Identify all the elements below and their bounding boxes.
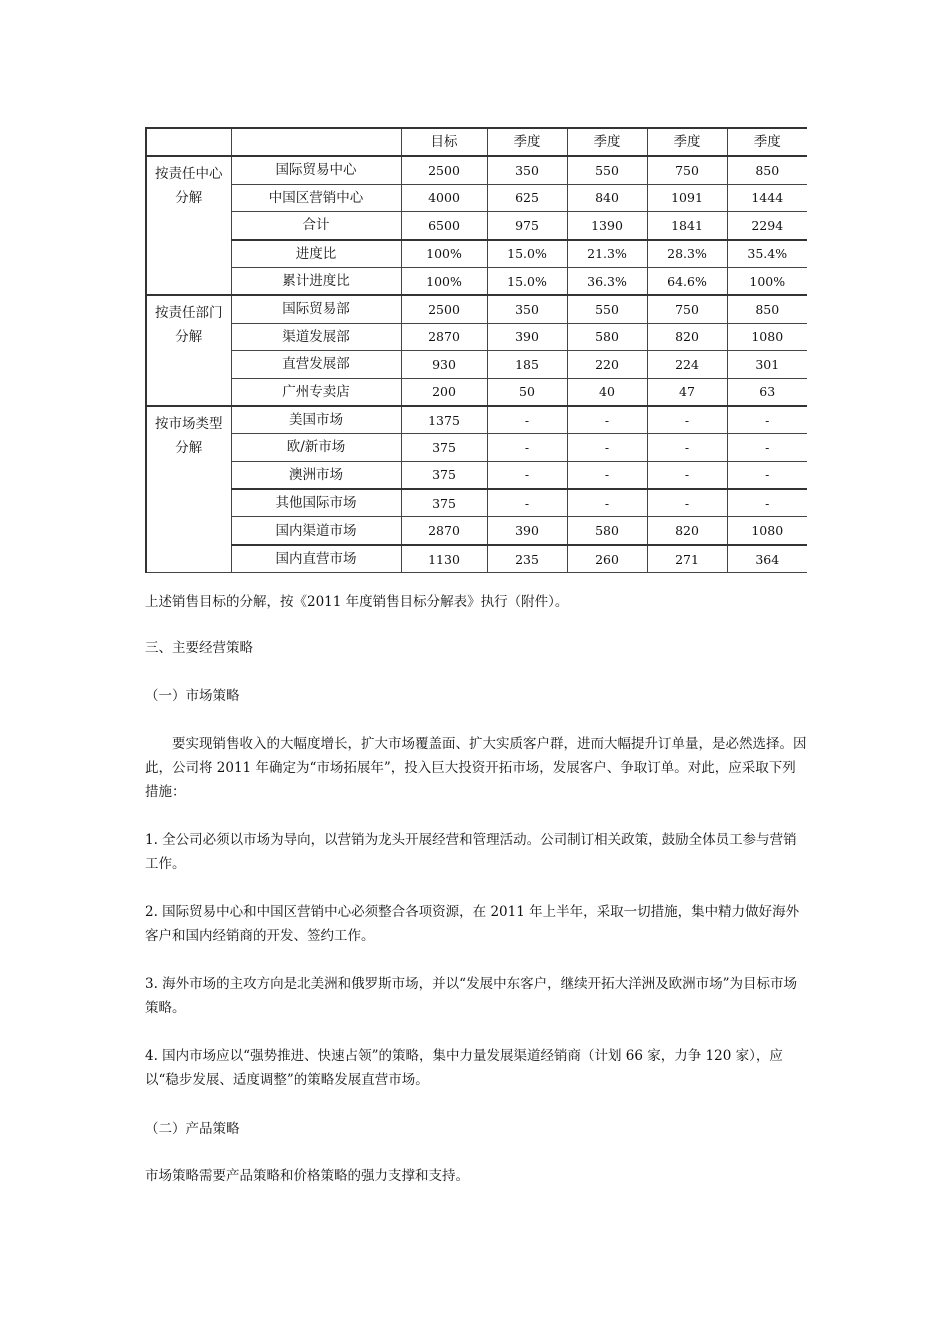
row-label-cell: 渠道发展部 [231,323,401,350]
header-cell [146,128,231,156]
value-cell: 930 [401,351,487,378]
value-cell: 375 [401,461,487,489]
value-cell: - [567,489,647,517]
value-cell: 301 [727,351,807,378]
table-row [146,295,807,323]
value-cell: 364 [727,545,807,573]
header-cell: 目标 [401,128,487,156]
group-label-line1: 按责任中心 [155,166,223,183]
value-cell: 1080 [727,517,807,545]
paragraph-product-strategy: 市场策略需要产品策略和价格策略的强力支撑和支持。 [145,1168,469,1184]
value-cell: 820 [647,323,727,350]
value-cell: - [647,461,727,489]
table-row [146,517,807,545]
value-cell: 350 [487,295,567,323]
value-cell: 36.3% [567,267,647,295]
value-cell: 580 [567,517,647,545]
value-cell: 750 [647,295,727,323]
value-cell: 100% [727,267,807,295]
value-cell: - [487,489,567,517]
value-cell: 35.4% [727,240,807,268]
group-label-line2: 分解 [175,329,203,346]
value-cell: 2870 [401,323,487,350]
group-label-line2: 分解 [175,439,203,456]
value-cell: 2870 [401,517,487,545]
value-cell: 1390 [567,212,647,240]
value-cell: 375 [401,434,487,461]
row-label-cell: 欧/新市场 [231,434,401,461]
row-label-cell: 澳洲市场 [231,461,401,489]
header-cell [231,128,401,156]
value-cell: 2294 [727,212,807,240]
value-cell: 550 [567,295,647,323]
value-cell: 40 [567,378,647,406]
value-cell: 21.3% [567,240,647,268]
table-row [146,489,807,517]
row-label-cell: 中国区营销中心 [231,184,401,211]
value-cell: 235 [487,545,567,573]
value-cell: 2500 [401,295,487,323]
value-cell: 15.0% [487,267,567,295]
value-cell: 625 [487,184,567,211]
row-label-cell: 进度比 [231,240,401,268]
value-cell: - [647,489,727,517]
value-cell: 64.6% [647,267,727,295]
header-cell: 季度 [567,128,647,156]
value-cell: - [727,434,807,461]
header-cell: 季度 [487,128,567,156]
value-cell: 350 [487,156,567,184]
group-label-line2: 分解 [175,190,203,207]
value-cell: 1091 [647,184,727,211]
table-row [146,184,807,211]
value-cell: 850 [727,156,807,184]
table-row [146,351,807,378]
subheading-market-strategy: （一）市场策略 [145,688,240,704]
table-header-row [146,128,807,156]
value-cell: 185 [487,351,567,378]
value-cell: 375 [401,489,487,517]
value-cell: 100% [401,267,487,295]
value-cell: 50 [487,378,567,406]
row-label-cell: 美国市场 [231,406,401,434]
table-row [146,434,807,461]
value-cell: 100% [401,240,487,268]
sales-target-table [145,127,807,573]
value-cell: - [647,406,727,434]
row-label-cell: 国内直营市场 [231,545,401,573]
group-label-cell [146,156,231,295]
value-cell: 975 [487,212,567,240]
value-cell: 390 [487,517,567,545]
value-cell: 750 [647,156,727,184]
value-cell: 47 [647,378,727,406]
value-cell: 6500 [401,212,487,240]
value-cell: 850 [727,295,807,323]
table-body [146,128,807,573]
list-item-4: 4. 国内市场应以“强势推进、快速占领”的策略，集中力量发展渠道经销商（计划 66 家，力争 120 家），应以“稳步发展、适度调整”的策略发展直营市场。 [145,1048,783,1088]
value-cell: 840 [567,184,647,211]
row-label-cell: 广州专卖店 [231,378,401,406]
value-cell: 63 [727,378,807,406]
list-item-2: 2. 国际贸易中心和中国区营销中心必须整合各项资源，在 2011 年上半年，采取一切措施，集中精力做好海外客户和国内经销商的开发、签约工作。 [145,904,800,944]
table-row [146,406,807,434]
table-row [146,240,807,268]
value-cell: - [487,461,567,489]
paragraph-market-strategy: 要实现销售收入的大幅度增长，扩大市场覆盖面、扩大实质客户群，进而大幅提升订单量，是必然选择。因此，公司将 2011 年确定为“市场拓展年”，投入巨大投资开拓市场，发展客户、争取订单。对此，应采取下列措施： [145,736,807,800]
table-row [146,461,807,489]
value-cell: 1375 [401,406,487,434]
row-label-cell: 累计进度比 [231,267,401,295]
group-label-cell [146,295,231,406]
row-label-cell: 直营发展部 [231,351,401,378]
value-cell: 580 [567,323,647,350]
group-label-cell [146,406,231,573]
value-cell: 1130 [401,545,487,573]
row-label-cell: 国际贸易中心 [231,156,401,184]
value-cell: 1080 [727,323,807,350]
value-cell: 28.3% [647,240,727,268]
group-label-line1: 按责任部门 [155,305,223,322]
value-cell: - [727,489,807,517]
table-row [146,545,807,573]
value-cell: 1444 [727,184,807,211]
header-cell: 季度 [727,128,807,156]
value-cell: 4000 [401,184,487,211]
value-cell: 260 [567,545,647,573]
section-heading-strategy: 三、主要经营策略 [145,640,253,656]
value-cell: - [487,406,567,434]
value-cell: - [727,461,807,489]
value-cell: 1841 [647,212,727,240]
value-cell: 550 [567,156,647,184]
row-label-cell: 合计 [231,212,401,240]
table-row [146,323,807,350]
paragraph-target-breakdown: 上述销售目标的分解，按《2011 年度销售目标分解表》执行（附件）。 [145,594,569,610]
row-label-cell: 国内渠道市场 [231,517,401,545]
subheading-product-strategy: （二）产品策略 [145,1121,240,1137]
group-label-line1: 按市场类型 [155,415,223,432]
value-cell: - [567,434,647,461]
value-cell: 390 [487,323,567,350]
value-cell: 271 [647,545,727,573]
table-row [146,156,807,184]
value-cell: - [647,434,727,461]
header-cell: 季度 [647,128,727,156]
value-cell: 224 [647,351,727,378]
value-cell: 820 [647,517,727,545]
row-label-cell: 其他国际市场 [231,489,401,517]
value-cell: 200 [401,378,487,406]
list-item-3: 3. 海外市场的主攻方向是北美洲和俄罗斯市场，并以“发展中东客户，继续开拓大洋洲及欧洲市场”为目标市场策略。 [145,976,797,1016]
value-cell: 220 [567,351,647,378]
row-label-cell: 国际贸易部 [231,295,401,323]
table-row [146,267,807,295]
value-cell: - [567,461,647,489]
value-cell: - [727,406,807,434]
list-item-1: 1. 全公司必须以市场为导向，以营销为龙头开展经营和管理活动。公司制订相关政策，鼓励全体员工参与营销工作。 [145,832,797,872]
value-cell: 15.0% [487,240,567,268]
value-cell: 2500 [401,156,487,184]
table-row [146,212,807,240]
table-row [146,378,807,406]
value-cell: - [567,406,647,434]
value-cell: - [487,434,567,461]
